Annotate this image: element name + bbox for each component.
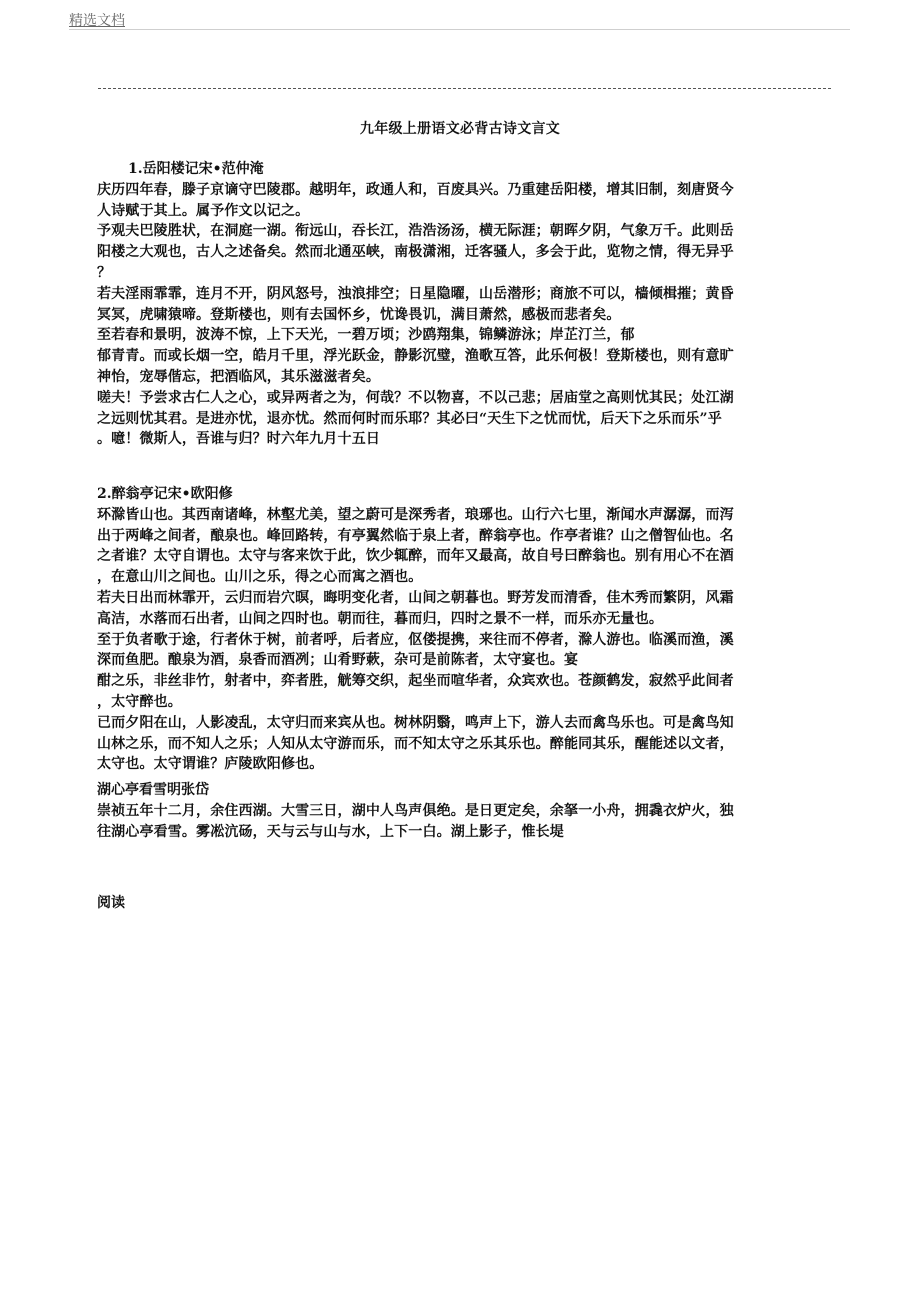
paragraph: 崇祯五年十二月，余住西湖。大雪三日，湖中人鸟声俱绝。是日更定矣，余拏一小舟，拥毳衣炉火，独 往湖心亭看雪。雾凇沆砀，天与云与山与水，上下一白。湖上影子，惟长堤	[97, 802, 734, 840]
footer-heading: 阅读	[97, 895, 125, 911]
section-yueyanglou	[97, 159, 823, 450]
section-title: 1.岳阳楼记宋•范仲淹	[128, 161, 264, 177]
section-zuiwengting	[97, 484, 823, 775]
header-label: 精选文档	[69, 13, 125, 29]
paragraph: 予观夫巴陵胜状，在洞庭一湖。衔远山，吞长江，浩浩汤汤，横无际涯；朝晖夕阴，气象万千。此则岳 阳楼之大观也，古人之述备矣。然而北通巫峡，南极潇湘，迁客骚人，多会于此，览物之情，得无异乎 ？	[97, 223, 734, 281]
section-title: 2.醉翁亭记宋•欧阳修	[97, 486, 233, 502]
document-title: 九年级上册语文必背古诗文言文	[359, 121, 561, 137]
paragraph: 若夫日出而林霏开，云归而岩穴暝，晦明变化者，山间之朝暮也。野芳发而清香，佳木秀而繁阴，风霜 高洁，水落而石出者，山间之四时也。朝而往，暮而归，四时之景不一样，而乐亦无量也。	[97, 589, 734, 627]
section-title: 湖心亭看雪明张岱	[97, 782, 209, 798]
paragraph: 庆历四年春，滕子京谪守巴陵郡。越明年，政通人和，百废具兴。乃重建岳阳楼，增其旧制，刻唐贤今 人诗赋于其上。属予作文以记之。	[97, 181, 734, 219]
paragraph: 嗟夫！予尝求古仁人之心，或异两者之为，何哉？不以物喜，不以己悲；居庙堂之高则忧其民；处江湖 之远则忧其君。是进亦忧，退亦忧。然而何时而乐耶？其必曰“天生下之忧而忧，后天下之乐而乐”乎 。噫！微斯人，吾谁与归？时六年九月十五日	[97, 389, 734, 448]
reading-heading	[97, 893, 823, 914]
paragraph: 郁青青。而或长烟一空，皓月千里，浮光跃金，静影沉璧，渔歌互答，此乐何极！登斯楼也，则有意旷 神怡，宠辱偕忘，把酒临风，其乐滋滋者矣。	[97, 348, 734, 385]
header-divider	[69, 29, 850, 30]
paragraph: 至于负者歌于途，行者休于树，前者呼，后者应，伛偻提携，来往而不停者，滁人游也。临溪而渔，溪 深而鱼肥。酿泉为酒，泉香而酒冽；山肴野蔌，杂可是前陈者，太守宴也。宴	[97, 631, 734, 669]
paragraph: 已而夕阳在山，人影凌乱，太守归而来宾从也。树林阴翳，鸣声上下，游人去而禽鸟乐也。可是禽鸟知 山林之乐，而不知人之乐；人知从太守游而乐，而不知太守之乐其乐也。醉能同其乐，醒能述以文者， 太守也。太守谓谁？庐陵欧阳修也。	[97, 714, 734, 773]
paragraph: 至若春和景明，波涛不惊，上下天光，一碧万顷；沙鸥翔集，锦鳞游泳；岸芷汀兰，郁	[97, 327, 635, 344]
section-huxinting	[97, 780, 823, 842]
paragraph: 环滁皆山也。其西南诸峰，林壑尤美，望之蔚可是深秀者，琅琊也。山行六七里，渐闻水声潺潺，而泻 出于两峰之间者，酿泉也。峰回路转，有亭翼然临于泉上者，醉翁亭也。作亭者谁？山之僧智仙也。名 之者谁？太守自谓也。太守与客来饮于此，饮少辄醉，而年又最高，故自号曰醉翁也。别有用心不在酒 ，在意山川之间也。山川之乐，得之心而寓之酒也。	[97, 506, 734, 586]
top-rule	[98, 88, 831, 89]
paragraph: 酣之乐，非丝非竹，射者中，弈者胜，觥筹交织，起坐而喧华者，众宾欢也。苍颜鹤发，寂然乎此间者 ，太守醉也。	[97, 673, 734, 710]
paragraph: 若夫淫雨霏霏，连月不开，阴风怒号，浊浪排空；日星隐曜，山岳潜形；商旅不可以，樯倾楫摧；黄昏 冥冥，虎啸猿啼。登斯楼也，则有去国怀乡，忧谗畏讥，满目萧然，感极而悲者矣。	[97, 285, 734, 323]
